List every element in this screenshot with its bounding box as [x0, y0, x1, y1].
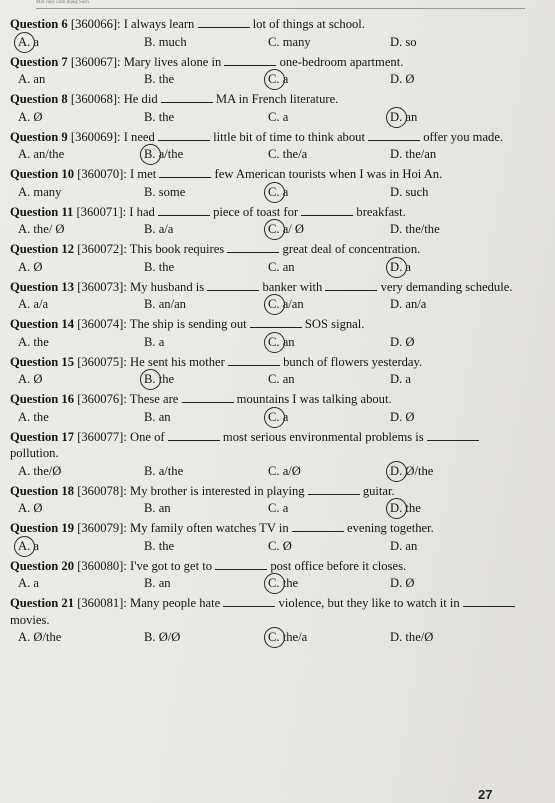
question: [10, 558, 530, 596]
stem-text: bunch of flowers yesterday.: [279, 354, 423, 369]
stem-text: breakfast.: [353, 204, 406, 219]
answer-option[interactable]: B. an/an: [144, 297, 186, 311]
answer-option[interactable]: C. an: [268, 335, 295, 350]
stem-text: little bit of time to think about: [209, 129, 369, 144]
selected-answer-circle: [386, 107, 407, 128]
answer-option[interactable]: D. an/a: [390, 297, 427, 311]
answer-option[interactable]: B. a/the: [144, 147, 183, 162]
answer-option[interactable]: B. the: [144, 538, 175, 553]
question: [10, 279, 530, 317]
answer-option[interactable]: D. Ø: [390, 334, 415, 349]
question-label: Question 20: [10, 558, 78, 573]
answer-option[interactable]: D. Ø: [390, 409, 415, 424]
question: [10, 241, 530, 279]
question: [10, 54, 530, 92]
question-stem: [10, 279, 530, 296]
stem-text: [360071]: I had: [76, 204, 158, 219]
answer-option[interactable]: D. the/Ø: [390, 630, 434, 644]
answer-blank[interactable]: [292, 520, 344, 532]
answer-option[interactable]: C. a: [268, 72, 288, 87]
answer-option[interactable]: A. the/ Ø: [18, 222, 65, 236]
stem-text: post office before it closes.: [267, 558, 407, 573]
answer-option[interactable]: A. Ø: [18, 372, 43, 386]
answer-options: [10, 108, 530, 129]
answer-options: [10, 370, 530, 391]
stem-text: [360080]: I've got to get to: [77, 558, 216, 573]
question: [10, 166, 530, 204]
answer-option[interactable]: C. many: [268, 34, 311, 49]
question-label: Question 9: [10, 129, 71, 144]
answer-blank[interactable]: [224, 54, 276, 66]
answer-option[interactable]: B. much: [144, 34, 187, 49]
question: [10, 429, 530, 483]
answer-option[interactable]: C. an: [268, 372, 295, 386]
answer-option[interactable]: A. a/a: [18, 297, 49, 311]
answer-blank[interactable]: [308, 483, 360, 495]
answer-options: [10, 408, 530, 429]
answer-blank[interactable]: [207, 279, 259, 291]
stem-text: [360073]: My husband is: [77, 279, 208, 294]
answer-options: [10, 499, 530, 520]
stem-text: offer you made.: [420, 129, 504, 144]
stem-text: [360070]: I met: [77, 167, 160, 181]
page-number: 27: [478, 787, 493, 802]
answer-option[interactable]: C. a: [268, 501, 289, 515]
stem-text: MA in French literature.: [212, 92, 339, 106]
question-label: Question 8: [10, 92, 71, 106]
answer-option[interactable]: B. the: [144, 372, 174, 387]
stem-text: [360079]: My family often watches TV in: [77, 521, 292, 535]
question: [10, 595, 530, 649]
question-label: Question 17: [10, 429, 78, 444]
answer-options: [10, 183, 530, 204]
selected-answer-circle: [264, 573, 285, 594]
answer-blank[interactable]: [325, 279, 377, 291]
answer-options: [10, 220, 530, 241]
answer-options: [10, 33, 530, 54]
answer-option[interactable]: C. a: [268, 185, 288, 200]
answer-option[interactable]: C. an: [268, 259, 295, 274]
answer-options: [10, 333, 530, 354]
answer-option[interactable]: A. an/the: [18, 147, 65, 161]
answer-option[interactable]: D. an: [390, 538, 418, 553]
stem-text: [360068]: He did: [70, 92, 161, 106]
answer-option[interactable]: A. a: [18, 576, 39, 590]
answer-option[interactable]: A. the: [18, 409, 49, 424]
answer-option[interactable]: D. the: [390, 501, 421, 516]
selected-answer-circle: [264, 219, 285, 240]
question-stem: [10, 391, 530, 408]
stem-text: [360069]: I need: [70, 129, 158, 144]
answer-blank[interactable]: [228, 354, 280, 366]
selected-answer-circle: [264, 627, 285, 648]
answer-option[interactable]: D. Ø/the: [390, 464, 433, 479]
selected-answer-circle: [264, 332, 285, 353]
answer-option[interactable]: D. Ø: [390, 72, 415, 86]
question-label: Question 12: [10, 242, 78, 256]
answer-blank[interactable]: [227, 241, 279, 253]
selected-answer-circle: [14, 32, 35, 53]
answer-option[interactable]: D. a: [390, 372, 411, 386]
question-stem: [10, 483, 530, 500]
stem-text: mountains I was talking about.: [233, 392, 392, 406]
stem-text: most serious environmental problems is: [219, 429, 427, 444]
answer-option[interactable]: C. a: [268, 410, 288, 425]
stem-text: SOS signal.: [301, 317, 365, 331]
answer-option[interactable]: C. the: [268, 576, 298, 591]
stem-text: [360075]: He sent his mother: [77, 354, 228, 369]
answer-blank[interactable]: [158, 204, 210, 216]
answer-option[interactable]: B. an: [144, 409, 171, 424]
answer-option[interactable]: B. an: [144, 576, 171, 590]
question-stem: [10, 91, 530, 108]
question-stem: [10, 429, 530, 462]
stem-text: lot of things at school.: [249, 17, 365, 31]
stem-text: great deal of concentration.: [279, 242, 421, 256]
answer-blank[interactable]: [198, 16, 250, 28]
answer-option[interactable]: B. Ø/Ø: [144, 630, 181, 644]
selected-answer-circle: [264, 294, 285, 315]
answer-option[interactable]: A. many: [18, 184, 62, 199]
answer-option[interactable]: A. a: [18, 539, 39, 554]
stem-text: one-bedroom apartment.: [276, 54, 404, 69]
selected-answer-circle: [264, 407, 285, 428]
question-label: Question 7: [10, 54, 71, 69]
selected-answer-circle: [386, 461, 407, 482]
question-stem: [10, 595, 530, 628]
stem-text: [360066]: I always learn: [70, 17, 198, 31]
question-stem: [10, 241, 530, 258]
answer-option[interactable]: C. a: [268, 109, 289, 124]
answer-options: [10, 574, 530, 595]
answer-options: [10, 295, 530, 316]
answer-option[interactable]: A. a: [18, 35, 39, 50]
stem-text: [360078]: My brother is interested in playing: [77, 483, 308, 498]
answer-blank[interactable]: [368, 129, 420, 141]
answer-option[interactable]: A. Ø: [18, 109, 43, 124]
question-stem: [10, 558, 530, 575]
answer-option[interactable]: C. the/a: [268, 147, 308, 161]
answer-option[interactable]: B. a: [144, 334, 165, 349]
question: [10, 129, 530, 167]
answer-options: [10, 628, 530, 649]
stem-text: few American tourists when I was in Hoi An.: [211, 167, 443, 181]
answer-option[interactable]: D. a: [390, 260, 411, 275]
answer-option[interactable]: C. a/an: [268, 297, 304, 312]
selected-answer-circle: [140, 144, 161, 165]
question-label: Question 16: [10, 392, 78, 406]
selected-answer-circle: [264, 182, 285, 203]
answer-options: [10, 537, 530, 558]
question-stem: [10, 54, 530, 71]
answer-blank[interactable]: [301, 204, 353, 216]
answer-option[interactable]: B. a/a: [144, 222, 174, 236]
stem-text: pollution.: [10, 446, 59, 460]
question: [10, 520, 530, 558]
stem-text: [360074]: The ship is sending out: [77, 317, 250, 331]
stem-text: evening together.: [343, 521, 434, 535]
question-label: Question 11: [10, 204, 77, 219]
selected-answer-circle: [264, 69, 285, 90]
answer-option[interactable]: A. the: [18, 334, 49, 349]
running-header: Một cuộc cách mạng Sách: [36, 0, 89, 5]
answer-blank[interactable]: [463, 595, 515, 607]
answer-option[interactable]: A. Ø: [18, 259, 43, 274]
stem-text: [360076]: These are: [77, 392, 182, 406]
answer-option[interactable]: D. an: [390, 110, 417, 125]
answer-option[interactable]: C. Ø: [268, 538, 292, 553]
stem-text: banker with: [259, 279, 326, 294]
answer-options: [10, 70, 530, 91]
stem-text: [360072]: This book requires: [77, 242, 228, 256]
question-label: Question 13: [10, 279, 78, 294]
question-label: Question 21: [10, 596, 78, 610]
answer-option[interactable]: D. so: [390, 34, 417, 49]
question-label: Question 14: [10, 317, 78, 331]
stem-text: [360077]: One of: [77, 429, 168, 444]
answer-option[interactable]: A. the/Ø: [18, 463, 62, 478]
question-stem: [10, 354, 530, 371]
answer-blank[interactable]: [250, 316, 302, 328]
stem-text: guitar.: [359, 483, 395, 498]
question-label: Question 19: [10, 521, 78, 535]
question-label: Question 6: [10, 17, 71, 31]
answer-option[interactable]: B. a/the: [144, 463, 184, 478]
stem-text: very demanding schedule.: [377, 279, 513, 294]
selected-answer-circle: [386, 498, 407, 519]
answer-option[interactable]: B. an: [144, 501, 171, 515]
question: [10, 391, 530, 429]
stem-text: piece of toast for: [209, 204, 302, 219]
answer-blank[interactable]: [161, 91, 213, 103]
answer-blank[interactable]: [182, 391, 234, 403]
question-stem: [10, 129, 530, 146]
stem-text: violence, but they like to watch it in: [275, 596, 463, 610]
answer-option[interactable]: B. the: [144, 109, 175, 124]
question-stem: [10, 16, 530, 33]
question: [10, 483, 530, 521]
answer-blank[interactable]: [427, 429, 479, 441]
selected-answer-circle: [386, 257, 407, 278]
answer-option[interactable]: A. Ø/the: [18, 630, 62, 644]
selected-answer-circle: [14, 536, 35, 557]
answer-option[interactable]: D. Ø: [390, 576, 415, 590]
selected-answer-circle: [140, 369, 161, 390]
question-list: [10, 16, 530, 649]
question-label: Question 10: [10, 167, 78, 181]
answer-options: [10, 462, 530, 483]
answer-option[interactable]: D. the/an: [390, 147, 437, 161]
question: [10, 354, 530, 392]
header-rule: [36, 8, 525, 9]
question: [10, 204, 530, 242]
question-stem: [10, 520, 530, 537]
question-stem: [10, 204, 530, 221]
answer-blank[interactable]: [159, 166, 211, 178]
question-stem: [10, 166, 530, 183]
stem-text: movies.: [10, 612, 50, 627]
answer-blank[interactable]: [215, 558, 267, 570]
answer-option[interactable]: C. the/a: [268, 630, 307, 645]
question: [10, 16, 530, 54]
answer-option[interactable]: C. a/ Ø: [268, 222, 304, 237]
answer-option[interactable]: B. the: [144, 72, 175, 86]
answer-option[interactable]: C. a/Ø: [268, 463, 301, 478]
answer-option[interactable]: D. the/the: [390, 222, 440, 236]
question-stem: [10, 316, 530, 333]
answer-option[interactable]: B. some: [144, 184, 186, 199]
answer-blank[interactable]: [223, 595, 275, 607]
stem-text: [360067]: Mary lives alone in: [70, 54, 225, 69]
answer-option[interactable]: A. Ø: [18, 501, 43, 515]
question-label: Question 18: [10, 483, 78, 498]
question: [10, 316, 530, 354]
answer-options: [10, 145, 530, 166]
answer-blank[interactable]: [158, 129, 210, 141]
question-label: Question 15: [10, 354, 78, 369]
answer-option[interactable]: D. such: [390, 184, 429, 199]
answer-option[interactable]: B. the: [144, 259, 175, 274]
answer-blank[interactable]: [168, 429, 220, 441]
answer-option[interactable]: A. an: [18, 72, 46, 86]
answer-options: [10, 258, 530, 279]
stem-text: [360081]: Many people hate: [77, 596, 224, 610]
question: [10, 91, 530, 129]
